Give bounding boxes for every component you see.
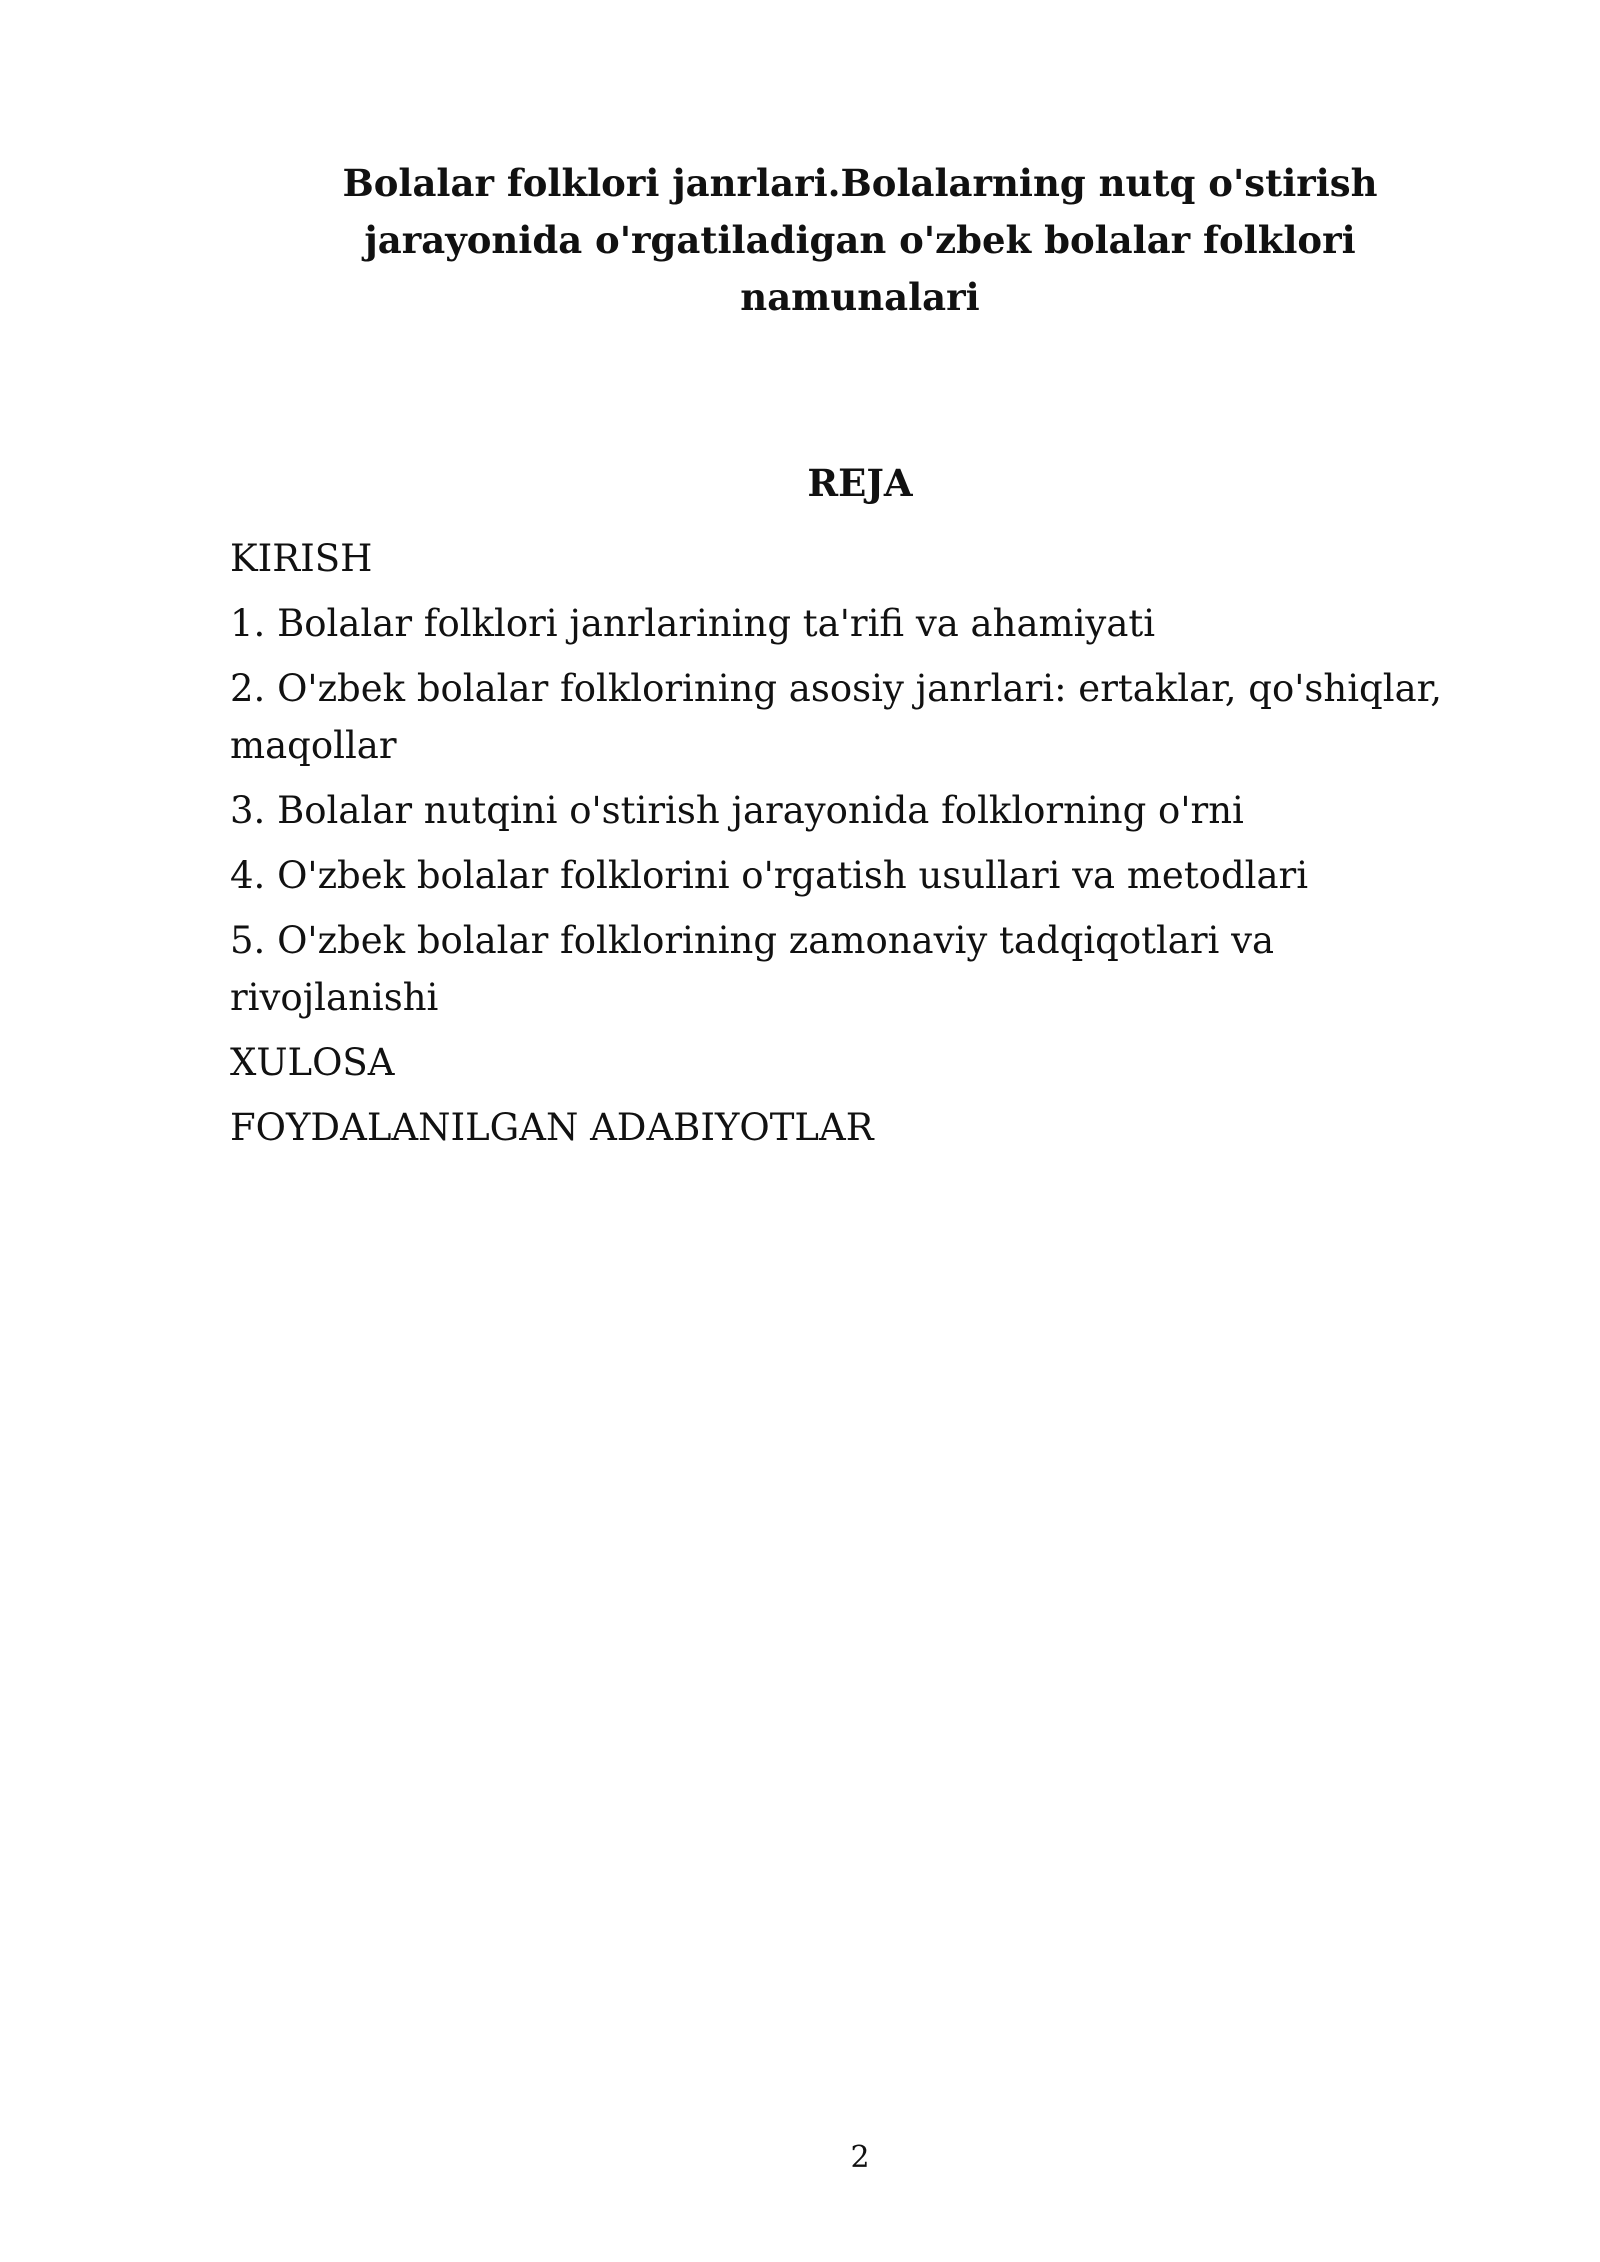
plan-item-introduction	[230, 530, 1510, 587]
plan-heading: REJA	[807, 461, 913, 505]
plan-item-2	[230, 660, 1510, 774]
plan-item-1	[230, 595, 1510, 652]
plan-item-text: FOYDALANILGAN ADABIYOTLAR	[230, 1106, 874, 1149]
plan-item-text: KIRISH	[230, 537, 373, 580]
plan-item-text: maqollar	[230, 724, 397, 767]
plan-item-4	[230, 847, 1510, 904]
plan-item-references	[230, 1099, 1510, 1156]
plan-item-text: 4. O'zbek bolalar folklorini o'rgatish usullari va metodlari	[230, 854, 1309, 897]
plan-item-3	[230, 782, 1510, 839]
title-line: Bolalar folklori janrlari.Bolalarning nutq o'stirish	[342, 161, 1378, 205]
title-line: jarayonida o'rgatiladigan o'zbek bolalar folklori	[364, 218, 1356, 262]
title-line: namunalari	[740, 275, 980, 319]
plan-list	[230, 530, 1510, 1164]
document-title	[300, 155, 1420, 326]
plan-item-text: 1. Bolalar folklori janrlarining ta'rifi va ahamiyati	[230, 602, 1156, 645]
plan-item-text: 5. O'zbek bolalar folklorining zamonaviy tadqiqotlari va	[230, 919, 1275, 962]
plan-item-text: XULOSA	[230, 1041, 395, 1084]
plan-item-conclusion	[230, 1034, 1510, 1091]
plan-item-5	[230, 912, 1510, 1026]
plan-item-text: 2. O'zbek bolalar folklorining asosiy janrlari: ertaklar, qo'shiqlar,	[230, 667, 1443, 710]
page-number: 2	[850, 2140, 870, 2175]
plan-item-text: rivojlanishi	[230, 976, 439, 1019]
plan-item-text: 3. Bolalar nutqini o'stirish jarayonida folklorning o'rni	[230, 789, 1244, 832]
